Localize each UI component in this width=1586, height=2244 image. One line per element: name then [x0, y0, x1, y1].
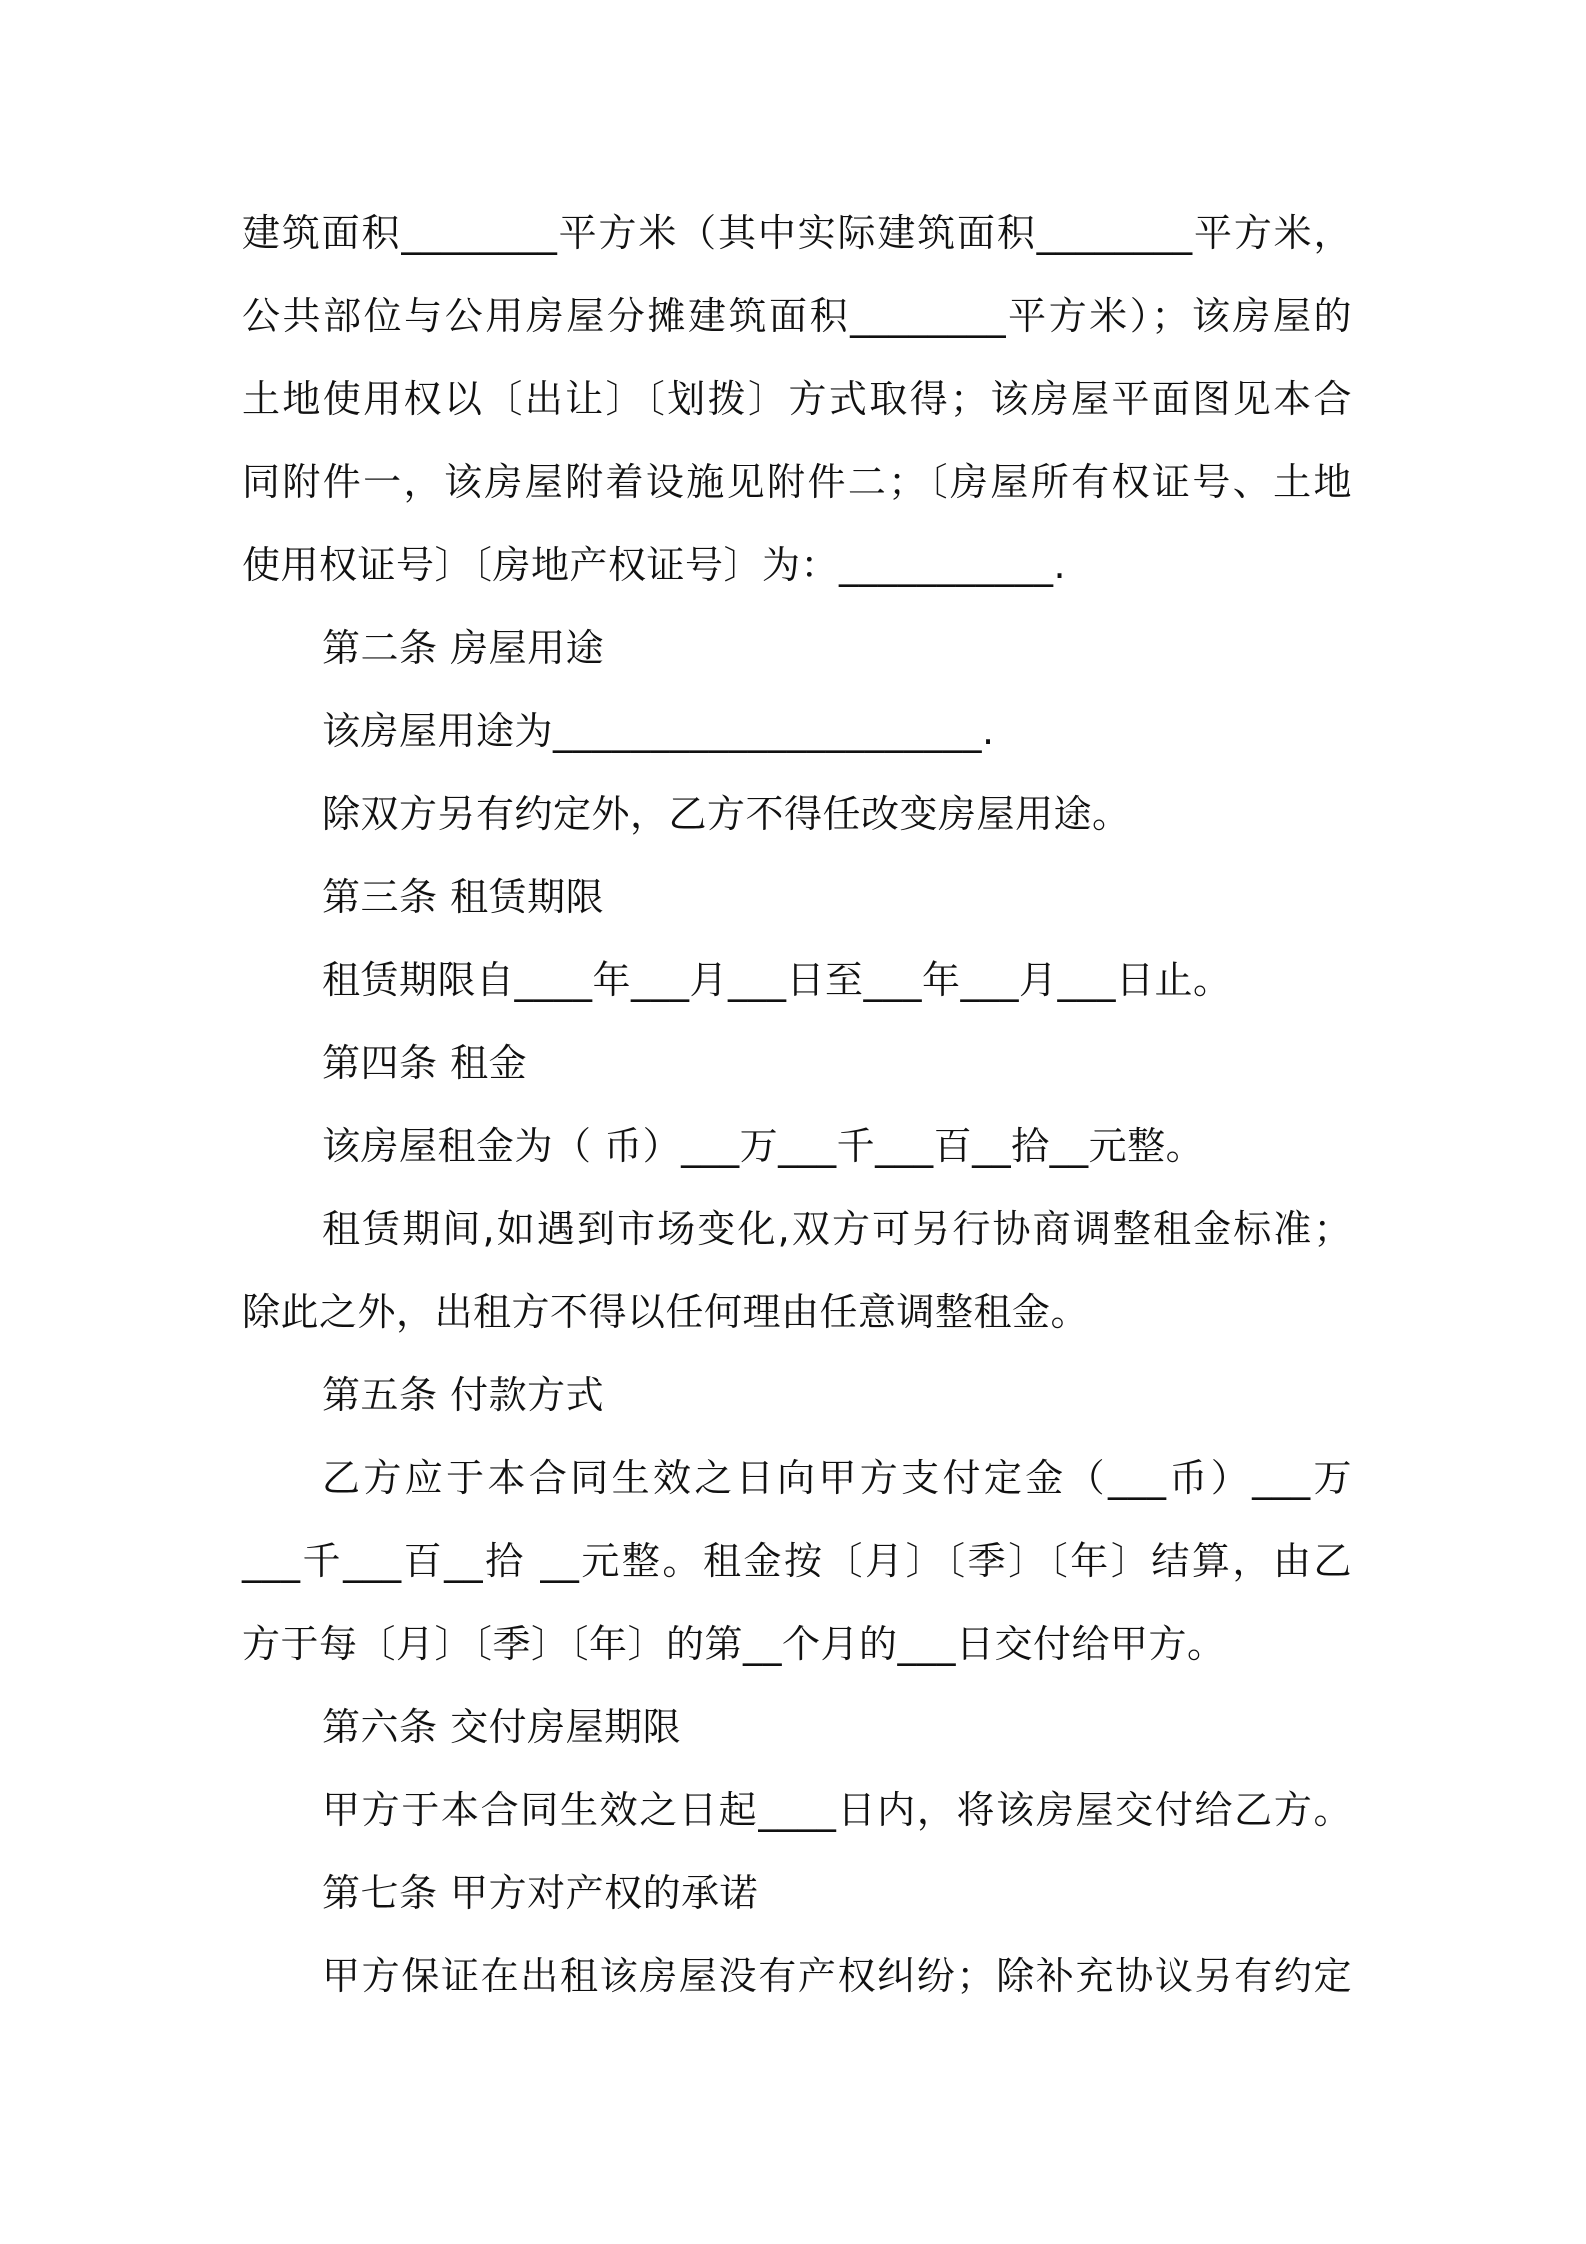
text-line: 使用权证号〕〔房地产权证号〕为：___________. — [242, 543, 1067, 587]
text-line: 该房屋用途为______________________. — [322, 709, 995, 753]
text-line: 甲方保证在出租该房屋没有产权纠纷；除补充协议另有约定 — [322, 1954, 1352, 1998]
document-body — [242, 192, 1352, 2018]
text-line: 第四条 租金 — [322, 1041, 528, 1085]
text-line: 第七条 甲方对产权的承诺 — [322, 1871, 759, 1915]
text-line: 乙方应于本合同生效之日向甲方支付定金（___币）___万 — [322, 1456, 1352, 1500]
text-line: 该房屋租金为（ 币）___万___千___百__拾__元整。 — [322, 1124, 1205, 1168]
text-line: 第二条 房屋用途 — [322, 626, 605, 670]
text-line: 建筑面积________平方米（其中实际建筑面积________平方米， — [242, 211, 1352, 255]
text-line: ___千___百__拾 __元整。租金按〔月〕〔季〕〔年〕结算，由乙 — [242, 1539, 1352, 1583]
text-line: 租赁期间,如遇到市场变化,双方可另行协商调整租金标准； — [322, 1207, 1352, 1251]
text-line: 土地使用权以〔出让〕〔划拨〕方式取得；该房屋平面图见本合 — [242, 377, 1352, 421]
text-line: 第三条 租赁期限 — [322, 875, 605, 919]
text-line: 除双方另有约定外，乙方不得任改变房屋用途。 — [322, 792, 1131, 836]
text-line: 第五条 付款方式 — [322, 1373, 605, 1417]
text-line: 甲方于本合同生效之日起____日内，将该房屋交付给乙方。 — [322, 1788, 1352, 1832]
text-line: 方于每〔月〕〔季〕〔年〕的第__个月的___日交付给甲方。 — [242, 1622, 1226, 1666]
text-line: 租赁期限自____年___月___日至___年___月___日止。 — [322, 958, 1232, 1002]
text-line: 第六条 交付房屋期限 — [322, 1705, 682, 1749]
text-line: 同附件一，该房屋附着设施见附件二；〔房屋所有权证号、土地 — [242, 460, 1352, 504]
text-line: 除此之外，出租方不得以任何理由任意调整租金。 — [242, 1290, 1090, 1334]
text-line: 公共部位与公用房屋分摊建筑面积________平方米）；该房屋的 — [242, 294, 1352, 338]
